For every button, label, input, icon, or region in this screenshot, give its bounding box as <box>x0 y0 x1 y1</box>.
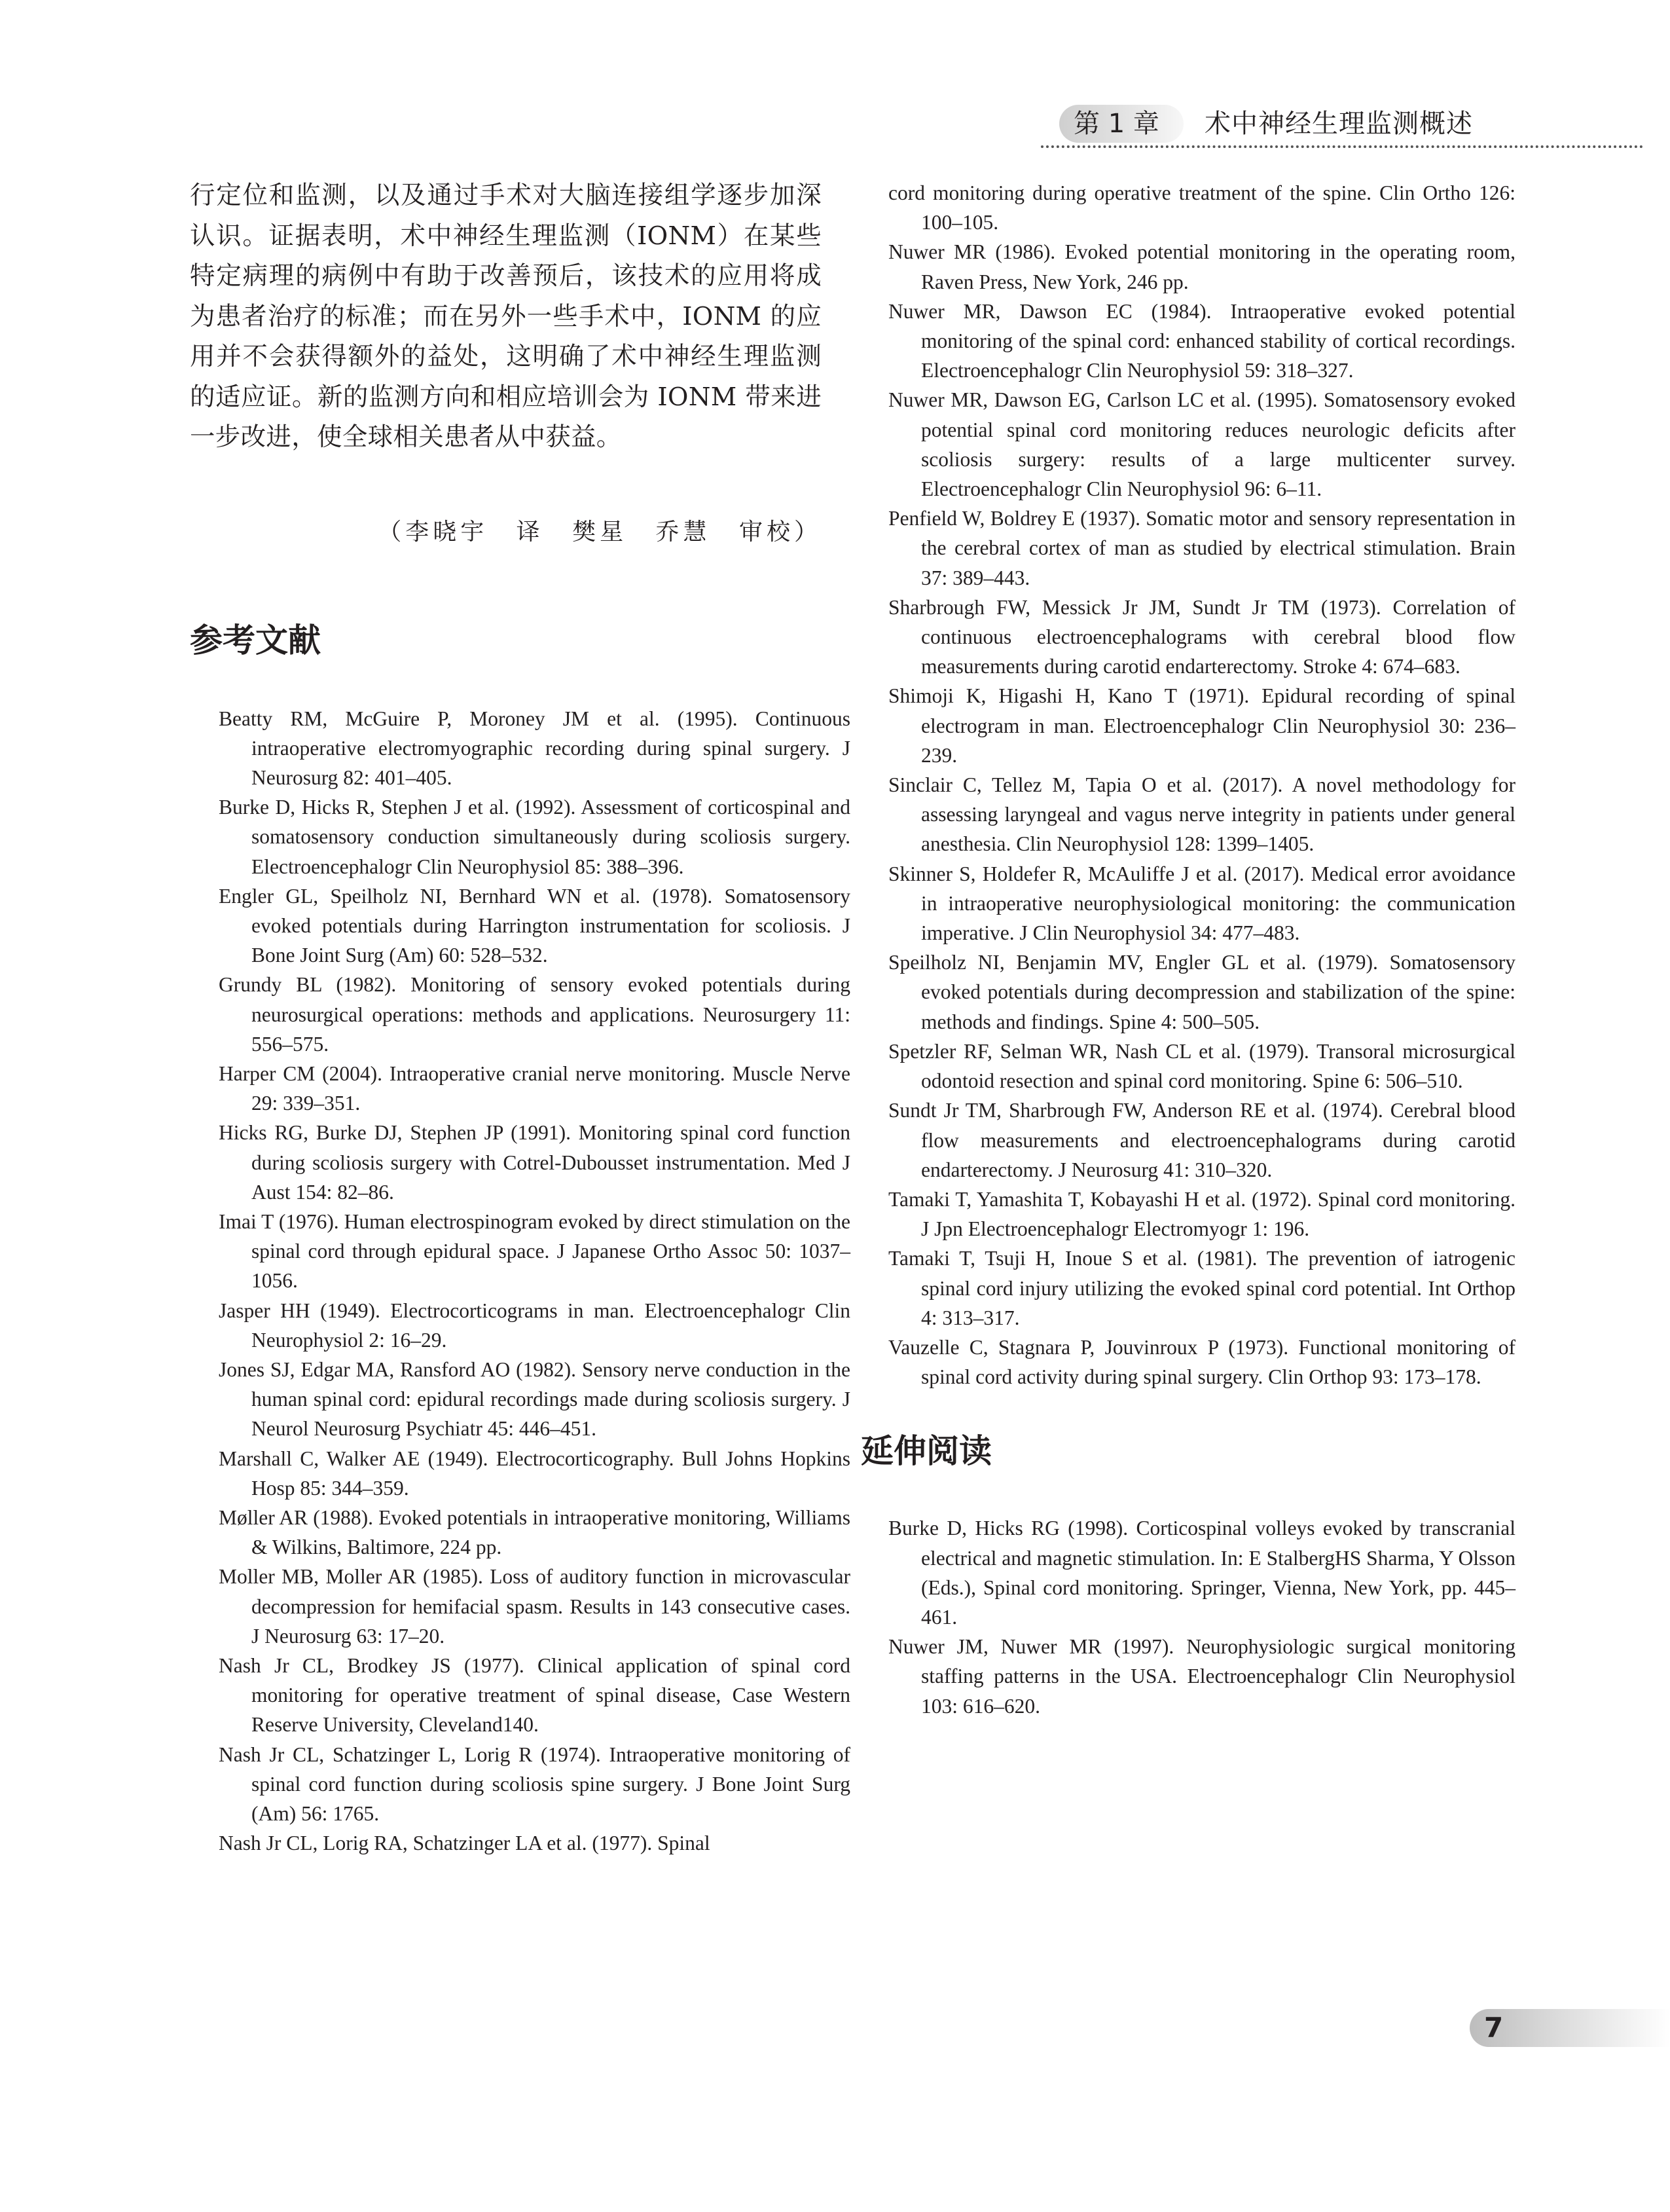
reference-item: Nash Jr CL, Lorig RA, Schatzinger LA et al. (1977). Spinal <box>219 1832 710 1855</box>
reference-item: Moller MB, Moller AR (1985). Loss of auditory function in microvascular decompression for hemifacial spasm. Results in 143 consecutive cases. J Neurosurg 63: 17–20. <box>219 1565 850 1648</box>
reference-item: Nuwer MR, Dawson EC (1984). Intraoperative evoked potential monitoring of the spinal cord: enhanced stability of cortical recordings. Electroencephalogr Clin Neurophysiol 59: 318–327. <box>888 299 1516 382</box>
reference-item: Marshall C, Walker AE (1949). Electrocorticography. Bull Johns Hopkins Hosp 85: 344–359. <box>219 1447 850 1500</box>
chapter-header <box>1041 98 1643 151</box>
reference-item: Nuwer MR, Dawson EG, Carlson LC et al. (1995). Somatosensory evoked potential spinal cord monitoring reduces neurologic deficits after scoliosis surgery: results of a large multicenter survey. Electroencephalogr Clin Neurophysiol 96: 6–11. <box>888 388 1516 501</box>
reference-item: Jones SJ, Edgar MA, Ransford AO (1982). Sensory nerve conduction in the human spinal cord: epidural recordings made during scoliosis surgery. J Neurol Neurosurg Psychiatr 45: 446–451. <box>219 1357 850 1441</box>
references-list-right <box>888 178 1516 1392</box>
references-heading: 参考文献 <box>190 621 321 659</box>
chapter-title: 术中神经生理监测概述 <box>1205 109 1473 139</box>
reference-item: Spetzler RF, Selman WR, Nash CL et al. (1979). Transoral microsurgical odontoid resection and spinal cord monitoring. Spine 6: 506–510. <box>888 1039 1516 1093</box>
reference-item: Sundt Jr TM, Sharbrough FW, Anderson RE et al. (1974). Cerebral blood flow measurements and electroencephalograms during carotid endarterectomy. J Neurosurg 41: 310–320. <box>888 1099 1516 1181</box>
right-column <box>861 178 1516 1721</box>
page-number-tab <box>1470 2009 1670 2047</box>
reference-item: Engler GL, Speilholz NI, Bernhard WN et al. (1978). Somatosensory evoked potentials during Harrington instrumentation for scoliosis. J Bone Joint Surg (Am) 60: 528–532. <box>219 884 850 967</box>
reference-item: Imai T (1976). Human electrospinogram evoked by direct stimulation on the spinal cord through epidural space. J Japanese Ortho Assoc 50: 1037–1056. <box>219 1209 850 1293</box>
references-list-left <box>190 704 850 1858</box>
reference-item: Speilholz NI, Benjamin MV, Engler GL et al. (1979). Somatosensory evoked potentials during decompression and stabilization of the spine: methods and findings. Spine 4: 500–505. <box>888 951 1516 1033</box>
reference-item: Nash Jr CL, Schatzinger L, Lorig R (1974). Intraoperative monitoring of spinal cord function during scoliosis spine surgery. J Bone Joint Surg (Am) 56: 1765. <box>219 1742 850 1826</box>
further-reading-list <box>888 1513 1516 1720</box>
translator-credit: （李晓宇 译 樊星 乔慧 审校） <box>378 518 822 545</box>
left-column <box>190 175 850 1858</box>
reference-item: Beatty RM, McGuire P, Moroney JM et al. (1995). Continuous intraoperative electromyographic recording during spinal surgery. J Neurosurg 82: 401–405. <box>219 707 850 789</box>
reference-item: Nuwer MR (1986). Evoked potential monitoring in the operating room, Raven Press, New York, 246 pp. <box>888 240 1516 293</box>
reference-item: Grundy BL (1982). Monitoring of sensory evoked potentials during neurosurgical operations: methods and applications. Neurosurgery 11: 556–575. <box>219 973 850 1056</box>
page-number: 7 <box>1484 2012 1504 2044</box>
reference-item: Skinner S, Holdefer R, McAuliffe J et al. (2017). Medical error avoidance in intraoperative neurophysiological monitoring: the communication imperative. J Clin Neurophysiol 34: 477–483. <box>888 862 1516 945</box>
further-reading-heading: 延伸阅读 <box>861 1432 992 1471</box>
reference-item: Sharbrough FW, Messick Jr JM, Sundt Jr TM (1973). Correlation of continuous electroencephalograms with cerebral blood flow measurements during carotid endarterectomy. Stroke 4: 674–683. <box>888 595 1516 678</box>
reference-item: Penfield W, Boldrey E (1937). Somatic motor and sensory representation in the cerebral cortex of man as studied by electrical stimulation. Brain 37: 389–443. <box>888 507 1516 589</box>
reference-item: Jasper HH (1949). Electrocorticograms in man. Electroencephalogr Clin Neurophysiol 2: 16–29. <box>219 1299 850 1352</box>
body-text <box>190 175 822 458</box>
reference-item: Shimoji K, Higashi H, Kano T (1971). Epidural recording of spinal electrogram in man. Electroencephalogr Clin Neurophysiol 30: 236–239. <box>888 684 1516 767</box>
reference-item: Sinclair C, Tellez M, Tapia O et al. (2017). A novel methodology for assessing laryngeal and vagus nerve integrity in patients under general anesthesia. Clin Neurophysiol 128: 1399–1405. <box>888 773 1516 856</box>
chapter-label: 第 1 章 <box>1074 109 1159 139</box>
body-paragraph: 行定位和监测，以及通过手术对大脑连接组学逐步加深认识。证据表明，术中神经生理监测（IONM）在某些特定病理的病例中有助于改善预后，该技术的应用将成为患者治疗的标准；而在另外一些手术中，IONM 的应用并不会获得额外的益处，这明确了术中神经生理监测的适应证。新的监测方向和相应培训会为 IONM 带来进一步改进，使全球相关患者从中获益。 <box>190 181 822 452</box>
reference-item: Harper CM (2004). Intraoperative cranial nerve monitoring. Muscle Nerve 29: 339–351. <box>219 1061 850 1115</box>
reference-item: Nash Jr CL, Brodkey JS (1977). Clinical application of spinal cord monitoring for operative treatment of spinal disease, Case Western Reserve University, Cleveland140. <box>219 1654 850 1737</box>
further-reading-item: Burke D, Hicks RG (1998). Corticospinal volleys evoked by transcranial electrical and magnetic stimulation. In: E StalbergHS Sharma, Y Olsson (Eds.), Spinal cord monitoring. Springer, Vienna, New York, pp. 445–461. <box>888 1517 1516 1629</box>
reference-item: Møller AR (1988). Evoked potentials in intraoperative monitoring, Williams & Wilkins, Baltimore, 224 pp. <box>219 1505 850 1559</box>
further-reading-item: Nuwer JM, Nuwer MR (1997). Neurophysiologic surgical monitoring staffing patterns in the USA. Electroencephalogr Clin Neurophysiol 103: 616–620. <box>888 1635 1516 1718</box>
reference-item: Tamaki T, Tsuji H, Inoue S et al. (1981). The prevention of iatrogenic spinal cord injury utilizing the evoked spinal cord potential. Int Orthop 4: 313–317. <box>888 1247 1516 1329</box>
header-dotted-rule <box>1041 145 1643 148</box>
reference-item: Tamaki T, Yamashita T, Kobayashi H et al. (1972). Spinal cord monitoring. J Jpn Electroencephalogr Electromyogr 1: 196. <box>888 1187 1516 1241</box>
reference-item: Vauzelle C, Stagnara P, Jouvinroux P (1973). Functional monitoring of spinal cord activity during spinal surgery. Clin Orthop 93: 173–178. <box>888 1335 1516 1389</box>
reference-item: Hicks RG, Burke DJ, Stephen JP (1991). Monitoring spinal cord function during scoliosis surgery with Cotrel-Dubousset instrumentation. Med J Aust 154: 82–86. <box>219 1121 850 1204</box>
reference-continuation: cord monitoring during operative treatment of the spine. Clin Ortho 126: 100–105. <box>888 181 1516 234</box>
reference-item: Burke D, Hicks R, Stephen J et al. (1992). Assessment of corticospinal and somatosensory conduction simultaneously during scoliosis surgery. Electroencephalogr Clin Neurophysiol 85: 388–396. <box>219 796 850 878</box>
